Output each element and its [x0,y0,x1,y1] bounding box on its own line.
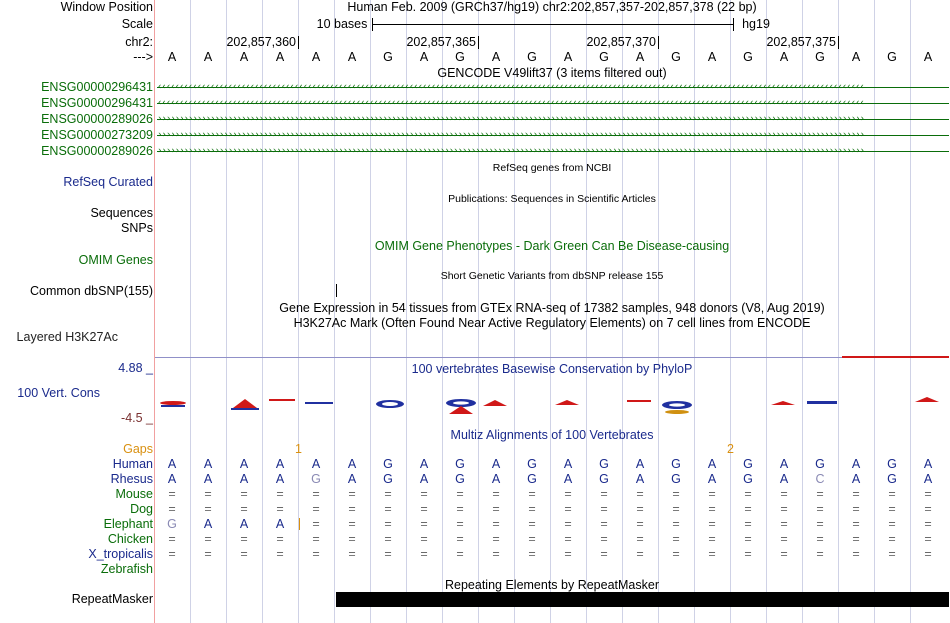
aligned-base: = [888,502,896,516]
aligned-base: = [204,487,212,501]
cons-mark-22 [915,397,939,402]
aligned-base: G [455,457,465,471]
label-separator [154,0,155,623]
aligned-base: = [420,532,428,546]
aligned-base: = [636,517,644,531]
aligned-base: = [744,532,752,546]
aligned-base: A [347,457,357,471]
aligned-base: C [815,472,825,486]
aligned-base: = [528,487,536,501]
aligned-base: = [888,547,896,561]
aligned-base: G [671,457,681,471]
aligned-base: = [348,547,356,561]
aligned-base: = [240,547,248,561]
cons-mark-10 [483,400,507,406]
aligned-base: = [636,502,644,516]
species-label[interactable]: Rhesus [110,472,153,486]
aligned-base: = [816,502,824,516]
scale-label: Scale [121,17,153,31]
aligned-base: A [275,457,285,471]
aligned-base: = [420,487,428,501]
aligned-base: = [708,517,716,531]
aligned-base: A [779,472,789,486]
aligned-base: = [600,517,608,531]
strand-chevrons: ›››››››››››››››››››››››››››››››››››››››››››››››››››››››››››››››››››››››››››››››››››››››››››››››››››››››››››››››››››››››››››››››››››››››››››››››››››››››››››››››› [157,146,864,156]
species-label[interactable]: Dog [130,502,153,516]
ruler-tick-label: 202,857,375 [766,35,836,49]
aligned-base: = [816,547,824,561]
cons-mark-15 [662,401,692,414]
aligned-base: A [563,457,573,471]
gtex-title: Gene Expression in 54 tissues from GTEx RNA-seq of 17382 samples, 948 donors (V8, Aug 2019) [279,301,825,315]
scale-text: 10 bases [316,17,368,31]
aligned-base: = [492,487,500,501]
aligned-base: = [240,502,248,516]
aligned-base: = [672,517,680,531]
aligned-base: = [780,547,788,561]
aligned-base: G [599,457,609,471]
cons-mark-18 [771,401,795,405]
aligned-base: = [420,547,428,561]
aligned-base: = [492,517,500,531]
aligned-base: = [780,532,788,546]
aligned-base: G [311,472,321,486]
cons-track-label[interactable]: 100 Vert. Cons [17,386,100,400]
repeatmasker-label[interactable]: RepeatMasker [71,592,153,606]
aligned-base: A [707,457,717,471]
gap-marker-2: 2 [727,442,734,456]
aligned-base: G [167,517,177,531]
gene-track-minus[interactable] [157,98,949,109]
cons-mark-4 [269,399,295,401]
sequence-base[interactable]: G [671,50,681,64]
aligned-base: = [600,487,608,501]
sequence-base[interactable]: G [743,50,753,64]
aligned-base: = [888,532,896,546]
strand-chevrons: ›››››››››››››››››››››››››››››››››››››››››››››››››››››››››››››››››››››››››››››››››››››››››››››››››››››››››››››››››››››››››››››››››››››››››››››››››››››››››››››››› [157,114,864,124]
aligned-base: = [384,487,392,501]
aligned-base: = [780,487,788,501]
aligned-base: = [600,532,608,546]
gap-marker-1: 1 [295,442,302,456]
aligned-base: = [744,517,752,531]
ruler-tick-mark [478,36,479,49]
species-label[interactable]: Gaps [123,442,153,456]
species-label[interactable]: Zebrafish [100,562,153,576]
repeatmasker-element[interactable] [336,592,949,607]
aligned-base: A [419,457,429,471]
strand-chevrons: ‹‹‹‹‹‹‹‹‹‹‹‹‹‹‹‹‹‹‹‹‹‹‹‹‹‹‹‹‹‹‹‹‹‹‹‹‹‹‹‹‹‹‹‹‹‹‹‹‹‹‹‹‹‹‹‹‹‹‹‹‹‹‹‹‹‹‹‹‹‹‹‹‹‹‹‹‹‹‹‹‹‹‹‹‹‹‹‹‹‹‹‹‹‹‹‹‹‹‹‹‹‹‹‹‹‹‹‹‹‹‹‹‹‹‹‹‹‹‹‹‹‹‹‹‹‹‹‹‹‹‹‹‹‹‹‹‹‹‹‹‹‹‹‹‹‹‹‹‹‹‹‹‹‹‹‹‹‹‹‹ [157,98,864,108]
sequence-base[interactable]: A [707,50,717,64]
window-position-label: Window Position [60,0,153,14]
aligned-base: = [312,517,320,531]
h3k27ac-baseline [155,357,949,358]
elephant-insertion-mark [299,518,300,530]
ruler-tick-label: 202,857,365 [406,35,476,49]
h3k27ac-title: H3K27Ac Mark (Often Found Near Active Regulatory Elements) on 7 cell lines from ENCODE [293,316,811,330]
grid-column [874,0,875,623]
sequence-base[interactable]: G [527,50,537,64]
aligned-base: A [563,472,573,486]
aligned-base: = [528,547,536,561]
species-label[interactable]: X_tropicalis [88,547,153,561]
aligned-base: A [203,457,213,471]
sequence-base[interactable]: G [455,50,465,64]
strand-chevrons: ‹‹‹‹‹‹‹‹‹‹‹‹‹‹‹‹‹‹‹‹‹‹‹‹‹‹‹‹‹‹‹‹‹‹‹‹‹‹‹‹‹‹‹‹‹‹‹‹‹‹‹‹‹‹‹‹‹‹‹‹‹‹‹‹‹‹‹‹‹‹‹‹‹‹‹‹‹‹‹‹‹‹‹‹‹‹‹‹‹‹‹‹‹‹‹‹‹‹‹‹‹‹‹‹‹‹‹‹‹‹‹‹‹‹‹‹‹‹‹‹‹‹‹‹‹‹‹‹‹‹‹‹‹‹‹‹‹‹‹‹‹‹‹‹‹‹‹‹‹‹‹‹‹‹‹‹‹‹‹‹ [157,82,864,92]
snps-label[interactable]: SNPs [121,221,153,235]
species-label[interactable]: Mouse [115,487,153,501]
species-label[interactable]: Elephant [103,517,153,531]
gene-label[interactable]: ENSG00000289026 [41,112,153,126]
aligned-base: A [239,457,249,471]
aligned-base: = [384,532,392,546]
aligned-base: A [275,472,285,486]
sequence-base[interactable]: G [815,50,825,64]
aligned-base: = [564,547,572,561]
aligned-base: = [708,547,716,561]
aligned-base: = [168,487,176,501]
cons-mark-12 [555,400,579,405]
aligned-base: A [167,457,177,471]
aligned-base: = [636,532,644,546]
sequence-base[interactable]: G [887,50,897,64]
refseq-label[interactable]: RefSeq Curated [63,175,153,189]
sequence-base[interactable]: A [311,50,321,64]
aligned-base: A [707,472,717,486]
aligned-base: = [276,532,284,546]
aligned-base: = [636,487,644,501]
aligned-base: A [311,457,321,471]
dbsnp-title: Short Genetic Variants from dbSNP release 155 [440,270,664,282]
aligned-base: = [924,547,932,561]
aligned-base: A [491,457,501,471]
aligned-base: G [455,472,465,486]
strand-arrow-label: ---> [133,50,153,64]
assembly-position-title: Human Feb. 2009 (GRCh37/hg19) chr2:202,857,357-202,857,378 (22 bp) [347,0,757,14]
aligned-base: = [528,532,536,546]
aligned-base: = [672,532,680,546]
aligned-base: = [312,547,320,561]
ruler-tick-mark [838,36,839,49]
aligned-base: = [348,517,356,531]
aligned-base: A [203,472,213,486]
aligned-base: G [527,472,537,486]
aligned-base: = [852,547,860,561]
cons-max-label: 4.88 _ [118,361,153,375]
aligned-base: G [887,457,897,471]
aligned-base: A [203,517,213,531]
aligned-base: = [708,502,716,516]
aligned-base: = [312,532,320,546]
aligned-base: = [672,487,680,501]
aligned-base: G [383,472,393,486]
aligned-base: = [168,502,176,516]
grid-column [910,0,911,623]
sequence-base[interactable]: A [779,50,789,64]
aligned-base: = [168,532,176,546]
aligned-base: G [887,472,897,486]
aligned-base: = [564,517,572,531]
dbsnp-variant-mark[interactable] [336,284,337,297]
aligned-base: = [456,532,464,546]
aligned-base: = [348,532,356,546]
aligned-base: = [744,502,752,516]
omim-label[interactable]: OMIM Genes [78,253,153,267]
grid-column [838,0,839,623]
aligned-base: = [528,502,536,516]
scale-bar-right-end [733,18,734,31]
dbsnp-label[interactable]: Common dbSNP(155) [30,284,153,298]
aligned-base: = [204,532,212,546]
aligned-base: = [492,547,500,561]
ruler-tick-mark [658,36,659,49]
aligned-base: = [672,547,680,561]
aligned-base: = [816,517,824,531]
aligned-base: = [384,517,392,531]
sequence-base[interactable]: A [491,50,501,64]
aligned-base: A [167,472,177,486]
aligned-base: = [852,502,860,516]
sequence-base[interactable]: A [851,50,861,64]
aligned-base: A [275,517,285,531]
grid-column [262,0,263,623]
sequence-base[interactable]: A [923,50,933,64]
ruler-tick-label: 202,857,360 [226,35,296,49]
scale-bar [372,24,734,25]
aligned-base: = [312,502,320,516]
aligned-base: G [815,457,825,471]
aligned-base: = [420,517,428,531]
aligned-base: = [276,547,284,561]
gene-label[interactable]: ENSG00000296431 [41,80,153,94]
aligned-base: G [527,457,537,471]
grid-column [190,0,191,623]
aligned-base: A [419,472,429,486]
conservation-logo [155,392,949,418]
aligned-base: G [383,457,393,471]
h3k27ac-label[interactable]: Layered H3K27Ac [16,330,118,344]
aligned-base: G [743,472,753,486]
species-label[interactable]: Chicken [107,532,153,546]
ruler-tick-label: 202,857,370 [586,35,656,49]
aligned-base: = [420,502,428,516]
sequence-base[interactable]: G [383,50,393,64]
aligned-base: = [600,502,608,516]
aligned-base: = [240,532,248,546]
aligned-base: G [599,472,609,486]
multiz-title: Multiz Alignments of 100 Vertebrates [450,428,654,442]
aligned-base: A [239,472,249,486]
aligned-base: = [744,547,752,561]
gene-label[interactable]: ENSG00000289026 [41,144,153,158]
sequence-base[interactable]: A [203,50,213,64]
aligned-base: = [744,487,752,501]
cons-mark-14 [627,400,651,402]
aligned-base: = [384,547,392,561]
aligned-base: A [635,457,645,471]
aligned-base: = [708,487,716,501]
aligned-base: A [239,517,249,531]
sequence-base[interactable]: G [599,50,609,64]
sequence-base[interactable]: A [239,50,249,64]
gene-track-minus[interactable] [157,82,949,93]
refseq-title: RefSeq genes from NCBI [492,162,612,174]
aligned-base: = [240,487,248,501]
aligned-base: = [168,547,176,561]
aligned-base: A [491,472,501,486]
sequence-base[interactable]: A [167,50,177,64]
aligned-base: = [852,487,860,501]
aligned-base: A [635,472,645,486]
aligned-base: = [924,532,932,546]
sequence-base[interactable]: A [635,50,645,64]
scale-bar-left-end [372,18,373,31]
aligned-base: = [204,547,212,561]
scale-assembly-label: hg19 [742,17,770,31]
cons-mark-7 [376,400,404,408]
aligned-base: A [851,472,861,486]
gene-track-plus[interactable] [157,146,949,157]
aligned-base: = [456,502,464,516]
aligned-base: = [312,487,320,501]
gene-track-plus[interactable] [157,130,949,141]
aligned-base: = [924,487,932,501]
cons-mark-5 [305,402,333,404]
h3k27ac-signal [842,356,949,358]
cons-title: 100 vertebrates Basewise Conservation by PhyloP [411,362,693,376]
aligned-base: = [780,517,788,531]
aligned-base: = [456,547,464,561]
aligned-base: A [779,457,789,471]
sequence-base[interactable]: A [419,50,429,64]
gene-label[interactable]: ENSG00000296431 [41,96,153,110]
sequences-label[interactable]: Sequences [90,206,153,220]
aligned-base: = [492,532,500,546]
aligned-base: = [348,502,356,516]
aligned-base: = [816,532,824,546]
aligned-base: = [564,502,572,516]
cons-mark-3 [231,399,259,410]
aligned-base: = [780,502,788,516]
aligned-base: = [204,502,212,516]
aligned-base: = [672,502,680,516]
cons-min-label: -4.5 _ [121,411,153,425]
aligned-base: = [888,487,896,501]
aligned-base: = [564,532,572,546]
aligned-base: = [924,502,932,516]
aligned-base: = [600,547,608,561]
aligned-base: = [852,532,860,546]
aligned-base: = [456,517,464,531]
aligned-base: A [923,457,933,471]
aligned-base: G [743,457,753,471]
aligned-base: = [492,502,500,516]
aligned-base: = [852,517,860,531]
chrom-label: chr2: [125,35,153,49]
cons-mark-19 [807,401,837,404]
grid-column [226,0,227,623]
sequence-base[interactable]: A [347,50,357,64]
aligned-base: = [528,517,536,531]
repeatmasker-title: Repeating Elements by RepeatMasker [444,578,660,592]
ruler-tick-mark [298,36,299,49]
gene-label[interactable]: ENSG00000273209 [41,128,153,142]
aligned-base: = [276,502,284,516]
aligned-base: = [384,502,392,516]
aligned-base: A [347,472,357,486]
aligned-base: = [564,487,572,501]
aligned-base: = [888,517,896,531]
aligned-base: = [816,487,824,501]
aligned-base: = [924,517,932,531]
aligned-base: = [456,487,464,501]
aligned-base: G [671,472,681,486]
publications-title: Publications: Sequences in Scientific Articles [448,193,656,205]
aligned-base: = [276,487,284,501]
omim-title: OMIM Gene Phenotypes - Dark Green Can Be Disease-causing [374,239,730,253]
cons-mark-9 [446,399,476,414]
gene-track-plus[interactable] [157,114,949,125]
sequence-base[interactable]: A [275,50,285,64]
aligned-base: A [923,472,933,486]
aligned-base: = [636,547,644,561]
aligned-base: = [708,532,716,546]
sequence-base[interactable]: A [563,50,573,64]
aligned-base: = [348,487,356,501]
cons-mark-1 [160,401,186,407]
species-label[interactable]: Human [112,457,153,471]
aligned-base: A [851,457,861,471]
gencode-title: GENCODE V49lift37 (3 items filtered out) [437,66,667,80]
strand-chevrons: ›››››››››››››››››››››››››››››››››››››››››››››››››››››››››››››››››››››››››››››››››››››››››››››››››››››››››››››››››››››››››››››››››››››››››››››››››››››››››››››››› [157,130,864,140]
